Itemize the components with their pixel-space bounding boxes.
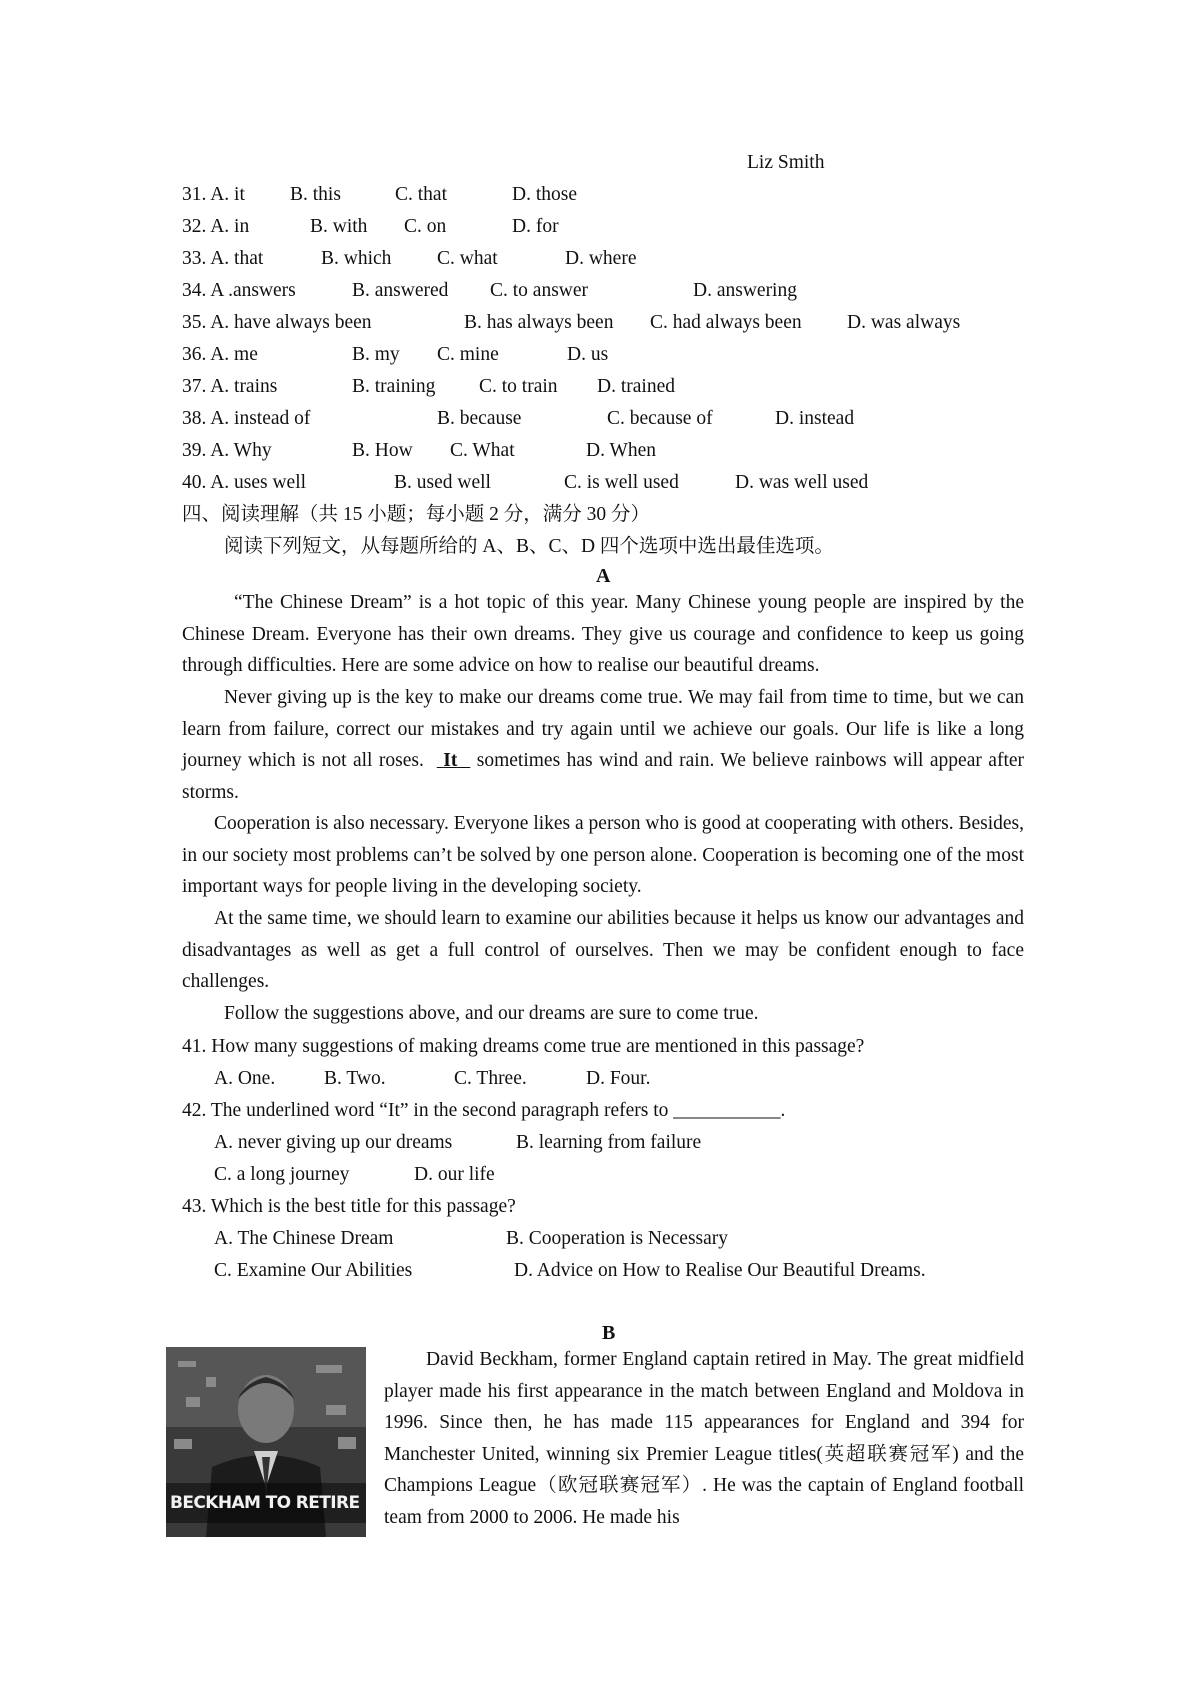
question-43-option-d: D. Advice on How to Realise Our Beautiful Dreams. (514, 1260, 926, 1281)
option-35-d: D. was always (847, 312, 961, 333)
option-32-c: C. on (404, 216, 447, 237)
question-42-option-c: C. a long journey (214, 1164, 350, 1185)
option-34-a: 34. A .answers (182, 280, 296, 301)
passage-b-paragraph-1: David Beckham, former England captain retired in May. The great midfield player made his first appearance in the match between England and Moldova in 1996. Since then, he has made 115 appearances for England and 394 for Manchester United, winning six Premier League titles(英超联赛冠军) and the Champions League（欧冠联赛冠军）. He was the captain of England football team from 2000 to 2006. He made his (384, 1349, 1024, 1528)
question-42-option-a: A. never giving up our dreams (214, 1132, 453, 1153)
question-41-option-c: C. Three. (454, 1068, 527, 1089)
option-31-a: 31. A. it (182, 184, 245, 205)
option-40-a: 40. A. uses well (182, 472, 307, 493)
question-41-option-b: B. Two. (324, 1068, 386, 1089)
option-31-d: D. those (512, 184, 577, 205)
option-33-d: D. where (565, 248, 637, 269)
option-35-c: C. had always been (650, 312, 802, 333)
passage-a-paragraph-2: Never giving up is the key to make our dreams come true. We may fail from time to time, but we can learn from failure, correct our mistakes and try again until we achieve our goals. Our life is like a long journey which is not all roses. It sometimes has wind and rain. We believe rainbows will appear after storms. (182, 687, 1025, 803)
passage-a-paragraph-5: Follow the suggestions above, and our dreams are sure to come true. (224, 1003, 759, 1024)
question-41-option-a: A. One. (214, 1068, 276, 1089)
passage-b-label: B (602, 1322, 616, 1344)
option-39-c: C. What (450, 440, 515, 461)
author-signature: Liz Smith (747, 152, 825, 173)
question-41-option-d: D. Four. (586, 1068, 651, 1089)
option-37-d: D. trained (597, 376, 675, 397)
option-37-b: B. training (352, 376, 436, 397)
option-32-b: B. with (310, 216, 368, 237)
option-33-b: B. which (321, 248, 392, 269)
option-36-a: 36. A. me (182, 344, 258, 365)
option-33-a: 33. A. that (182, 248, 264, 269)
option-36-d: D. us (567, 344, 609, 365)
section-heading: 四、阅读理解（共 15 小题；每小题 2 分，满分 30 分） (182, 504, 651, 525)
option-32-a: 32. A. in (182, 216, 250, 237)
passage-a-paragraph-1: “The Chinese Dream” is a hot topic of this year. Many Chinese young people are inspired by the Chinese Dream. Everyone has their own dreams. They give us courage and confidence to keep us going through difficulties. Here are some advice on how to realise our beautiful dreams. (182, 592, 1024, 677)
question-43-option-c: C. Examine Our Abilities (214, 1260, 413, 1281)
option-38-a: 38. A. instead of (182, 408, 311, 429)
option-36-c: C. mine (437, 344, 499, 365)
underlined-word: It (443, 750, 458, 772)
option-39-b: B. How (352, 440, 413, 461)
beckham-photo (166, 1347, 366, 1537)
question-43-stem: 43. Which is the best title for this passage? (182, 1196, 516, 1217)
option-40-c: C. is well used (564, 472, 679, 493)
option-31-b: B. this (290, 184, 341, 205)
option-37-a: 37. A. trains (182, 376, 278, 397)
option-35-a: 35. A. have always been (182, 312, 372, 333)
option-38-c: C. because of (607, 408, 713, 429)
option-37-c: C. to train (479, 376, 558, 397)
question-41-stem: 41. How many suggestions of making dreams come true are mentioned in this passage? (182, 1036, 865, 1057)
option-40-b: B. used well (394, 472, 491, 493)
question-42-stem: 42. The underlined word “It” in the second paragraph refers to ___________. (182, 1100, 786, 1121)
option-31-c: C. that (395, 184, 447, 205)
question-43-option-b: B. Cooperation is Necessary (506, 1228, 729, 1249)
question-42-option-d: D. our life (414, 1164, 495, 1185)
option-39-a: 39. A. Why (182, 440, 272, 461)
question-43-option-a: A. The Chinese Dream (214, 1228, 394, 1249)
question-42-option-b: B. learning from failure (516, 1132, 702, 1153)
photo-caption: BECKHAM TO RETIRE (170, 1493, 360, 1513)
passage-a-paragraph-4: At the same time, we should learn to examine our abilities because it helps us know our advantages and disadvantages as well as get a full control of ourselves. Then we may be confident enough to face challenges. (182, 908, 1024, 993)
option-34-d: D. answering (693, 280, 797, 301)
option-34-b: B. answered (352, 280, 449, 301)
option-32-d: D. for (512, 216, 559, 237)
option-33-c: C. what (437, 248, 498, 269)
passage-a-label: A (596, 565, 611, 587)
option-35-b: B. has always been (464, 312, 614, 333)
option-38-b: B. because (437, 408, 522, 429)
option-40-d: D. was well used (735, 472, 869, 493)
option-39-d: D. When (586, 440, 657, 461)
option-38-d: D. instead (775, 408, 855, 429)
option-34-c: C. to answer (490, 280, 589, 301)
passage-a-paragraph-3: Cooperation is also necessary. Everyone likes a person who is good at cooperating with others. Besides, in our society most problems can’t be solved by one person alone. Cooperation is becoming one of the most important ways for people living in the developing society. (182, 813, 1024, 898)
section-instruction: 阅读下列短文，从每题所给的 A、B、C、D 四个选项中选出最佳选项。 (224, 536, 834, 557)
option-36-b: B. my (352, 344, 400, 365)
